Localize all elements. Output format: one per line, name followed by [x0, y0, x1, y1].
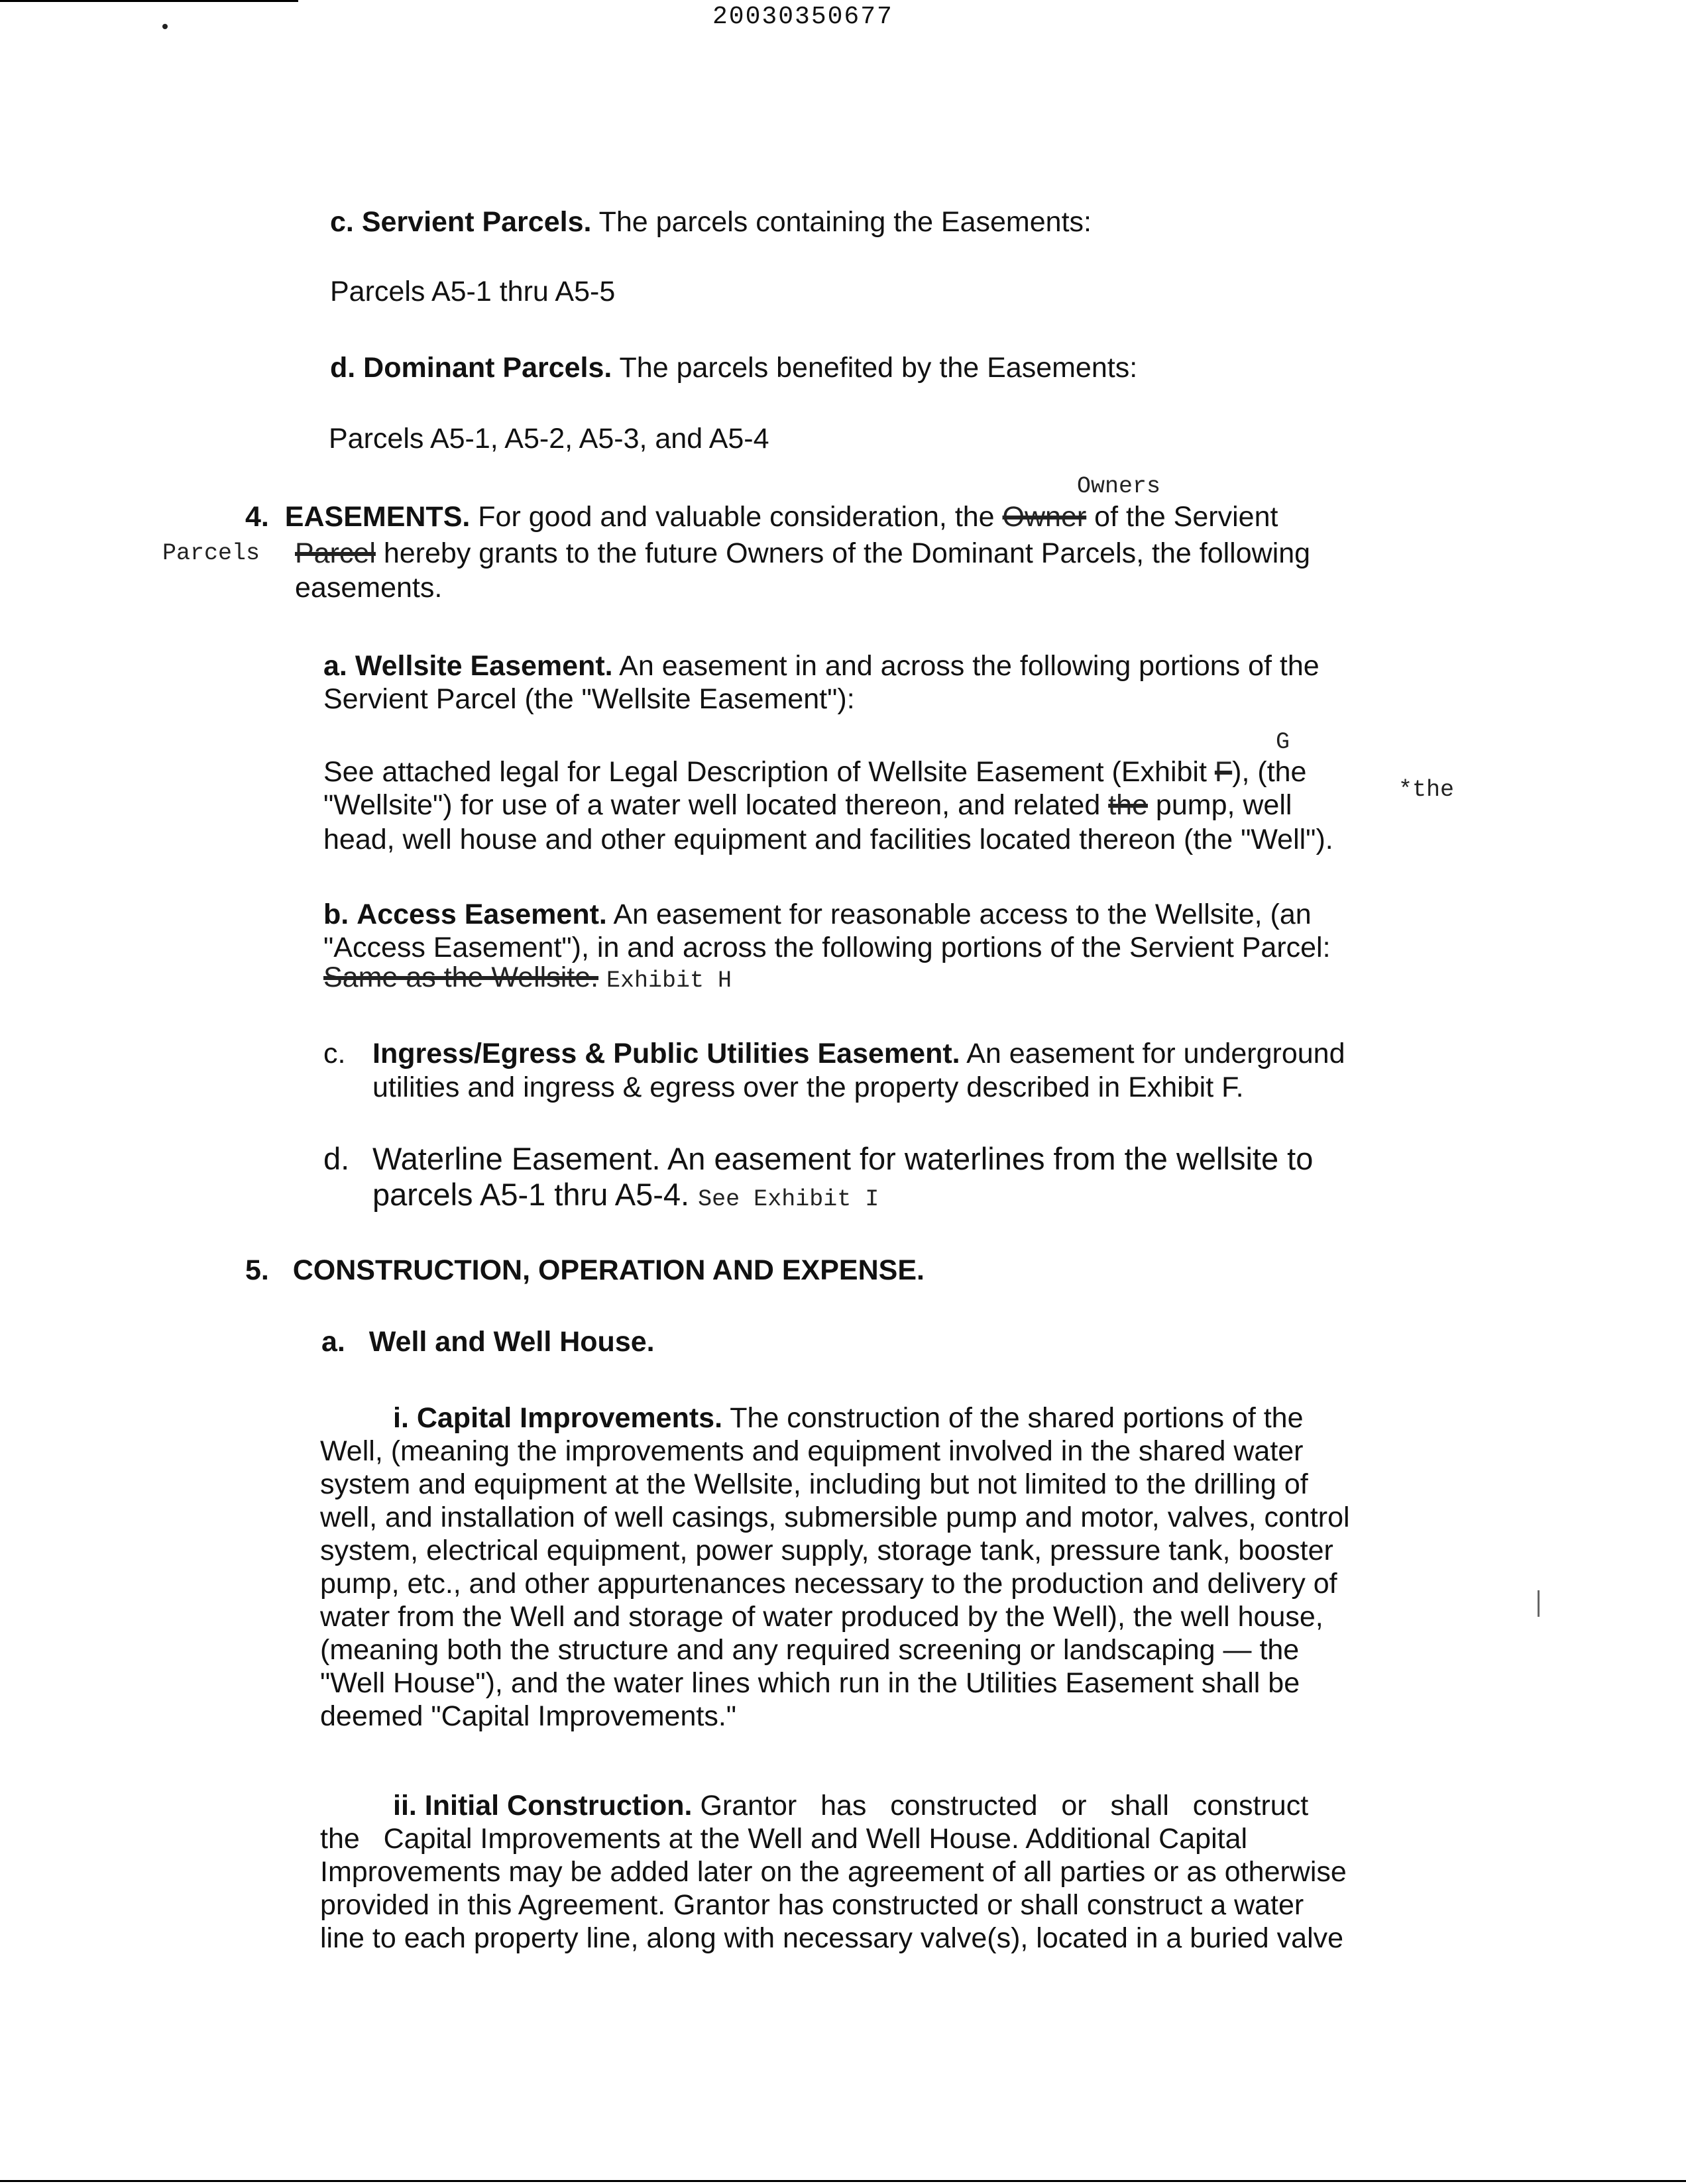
wellsite-para-text-2a: "Wellsite") for use of a water well located thereon, and related	[323, 789, 1101, 821]
capital-improvements-line: system and equipment at the Wellsite, including but not limited to the drilling of	[320, 1468, 1308, 1500]
section-4c-text-1: An easement for underground	[966, 1038, 1345, 1069]
section-4c-number: c.	[323, 1038, 346, 1069]
capital-improvements-paragraph	[320, 1401, 1350, 1733]
section-4b-title: Access Easement.	[357, 899, 607, 930]
section-4-line-3: easements.	[295, 572, 443, 604]
section-3c-line	[330, 205, 1092, 239]
margin-mark	[1538, 1590, 1540, 1617]
initial-construction-line: Improvements may be added later on the agreement of all parties or as otherwise	[320, 1856, 1347, 1888]
section-4b-number: b.	[323, 899, 349, 930]
handwritten-insert-g: G	[1276, 729, 1290, 755]
section-4d-line-2	[372, 1178, 879, 1216]
initial-construction-line: provided in this Agreement. Grantor has constructed or shall construct a water	[320, 1889, 1304, 1921]
capital-improvements-line: well, and installation of well casings, submersible pump and motor, valves, control	[320, 1502, 1350, 1533]
section-5-title: CONSTRUCTION, OPERATION AND EXPENSE.	[292, 1254, 925, 1286]
handwritten-insert-star-the: *the	[1398, 777, 1455, 803]
struck-parcel: Parcel	[295, 537, 376, 569]
section-5a-title: Well and Well House.	[368, 1326, 655, 1358]
capital-improvements-line: deemed "Capital Improvements."	[320, 1700, 737, 1732]
section-3d-number: d.	[330, 352, 356, 384]
section-4d-number: d.	[323, 1141, 350, 1176]
section-3c-text: The parcels containing the Easements:	[598, 206, 1092, 238]
initial-construction-line: the Capital Improvements at the Well and Well House. Additional Capital	[320, 1823, 1248, 1855]
section-4a-title: Wellsite Easement.	[355, 650, 613, 682]
section-4a-line-2: Servient Parcel (the "Wellsite Easement"):	[323, 683, 855, 715]
section-4c-line-2: utilities and ingress & egress over the property described in Exhibit F.	[372, 1071, 1244, 1103]
section-3d-text: The parcels benefited by the Easements:	[619, 352, 1138, 384]
section-4-number: 4.	[245, 501, 269, 533]
servient-parcels-value: Parcels A5-1 thru A5-5	[330, 276, 616, 307]
section-4-text-1: For good and valuable consideration, the	[478, 501, 995, 533]
dominant-parcels-value: Parcels A5-1, A5-2, A5-3, and A5-4	[329, 423, 769, 455]
section-4c-title: Ingress/Egress & Public Utilities Easement.	[372, 1038, 960, 1069]
capital-improvements-line: Well, (meaning the improvements and equipment involved in the shared water	[320, 1435, 1304, 1467]
section-4-text-3: hereby grants to the future Owners of the Dominant Parcels, the following	[383, 537, 1311, 569]
scan-speck	[162, 24, 168, 29]
section-5a-heading	[321, 1325, 655, 1358]
section-3c-number: c.	[330, 206, 354, 238]
wellsite-para-line-1	[323, 755, 1306, 789]
section-4b-line-1	[323, 898, 1312, 931]
capital-improvements-line: "Well House"), and the water lines which run in the Utilities Easement shall be	[320, 1667, 1300, 1699]
capital-improvements-line: pump, etc., and other appurtenances necessary to the production and delivery of	[320, 1568, 1337, 1600]
section-4b-line-2: "Access Easement"), in and across the following portions of the Servient Parcel:	[323, 932, 1331, 963]
struck-same-as-wellsite: Same as the Wellsite.	[323, 961, 599, 993]
typed-insert-exhibit-h: Exhibit H	[606, 967, 732, 994]
section-4b-text-1: An easement for reasonable access to the Wellsite, (an	[613, 899, 1312, 930]
capital-improvements-title: i. Capital Improvements.	[393, 1402, 723, 1434]
typed-insert-exhibit-i: See Exhibit I	[698, 1186, 879, 1213]
section-5-heading	[245, 1254, 925, 1287]
section-4d-line-1: Waterline Easement. An easement for waterlines from the wellsite to	[372, 1141, 1314, 1176]
wellsite-para-text-1a: See attached legal for Legal Description of Wellsite Easement (Exhibit	[323, 756, 1207, 788]
section-4b-line-3	[323, 961, 732, 997]
struck-the: the	[1108, 789, 1148, 821]
handwritten-insert-owners: Owners	[1077, 473, 1161, 500]
section-4-line-1	[245, 500, 1278, 533]
section-3d-title: Dominant Parcels.	[363, 352, 612, 384]
initial-construction-title: ii. Initial Construction.	[393, 1790, 693, 1822]
section-5-number: 5.	[245, 1254, 269, 1286]
wellsite-para-line-3: head, well house and other equipment and facilities located thereon (the "Well").	[323, 824, 1333, 855]
section-4-title: EASEMENTS.	[284, 501, 471, 533]
section-4a-text-1: An easement in and across the following portions of the	[619, 650, 1320, 682]
initial-construction-paragraph	[320, 1789, 1347, 1955]
top-scan-rule	[0, 0, 298, 2]
capital-improvements-line: system, electrical equipment, power supply, storage tank, pressure tank, booster	[320, 1535, 1333, 1566]
bottom-scan-rule	[0, 2180, 1686, 2182]
capital-improvements-line	[320, 1401, 1350, 1435]
section-4-line-2	[295, 537, 1310, 570]
capital-improvements-line: (meaning both the structure and any required screening or landscaping — the	[320, 1634, 1300, 1666]
section-4a-number: a.	[323, 650, 347, 682]
wellsite-para-text-2b: pump, well	[1155, 789, 1292, 821]
initial-construction-line: line to each property line, along with necessary valve(s), located in a buried valve	[320, 1922, 1344, 1954]
section-3d-line	[330, 351, 1137, 384]
capital-improvements-line: water from the Well and storage of water produced by the Well), the well house,	[320, 1601, 1323, 1633]
wellsite-para-line-2	[323, 789, 1292, 822]
handwritten-insert-parcels: Parcels	[162, 540, 260, 567]
document-number: 20030350677	[712, 3, 893, 31]
section-4c-line-1	[372, 1037, 1345, 1070]
section-4d-text-2: parcels A5-1 thru A5-4.	[372, 1177, 690, 1212]
section-3c-title: Servient Parcels.	[361, 206, 592, 238]
capital-improvements-text: The construction of the shared portions of the	[730, 1402, 1304, 1434]
section-5a-number: a.	[321, 1326, 345, 1358]
section-4-text-2: of the Servient	[1094, 501, 1278, 533]
initial-construction-line	[320, 1789, 1347, 1822]
struck-exhibit-f: F	[1214, 756, 1233, 788]
section-4a-line-1	[323, 649, 1320, 682]
initial-construction-text: Grantor has constructed or shall construct	[700, 1790, 1309, 1822]
wellsite-para-text-1b: ), (the	[1232, 756, 1307, 788]
struck-owner: Owner	[1002, 501, 1087, 533]
